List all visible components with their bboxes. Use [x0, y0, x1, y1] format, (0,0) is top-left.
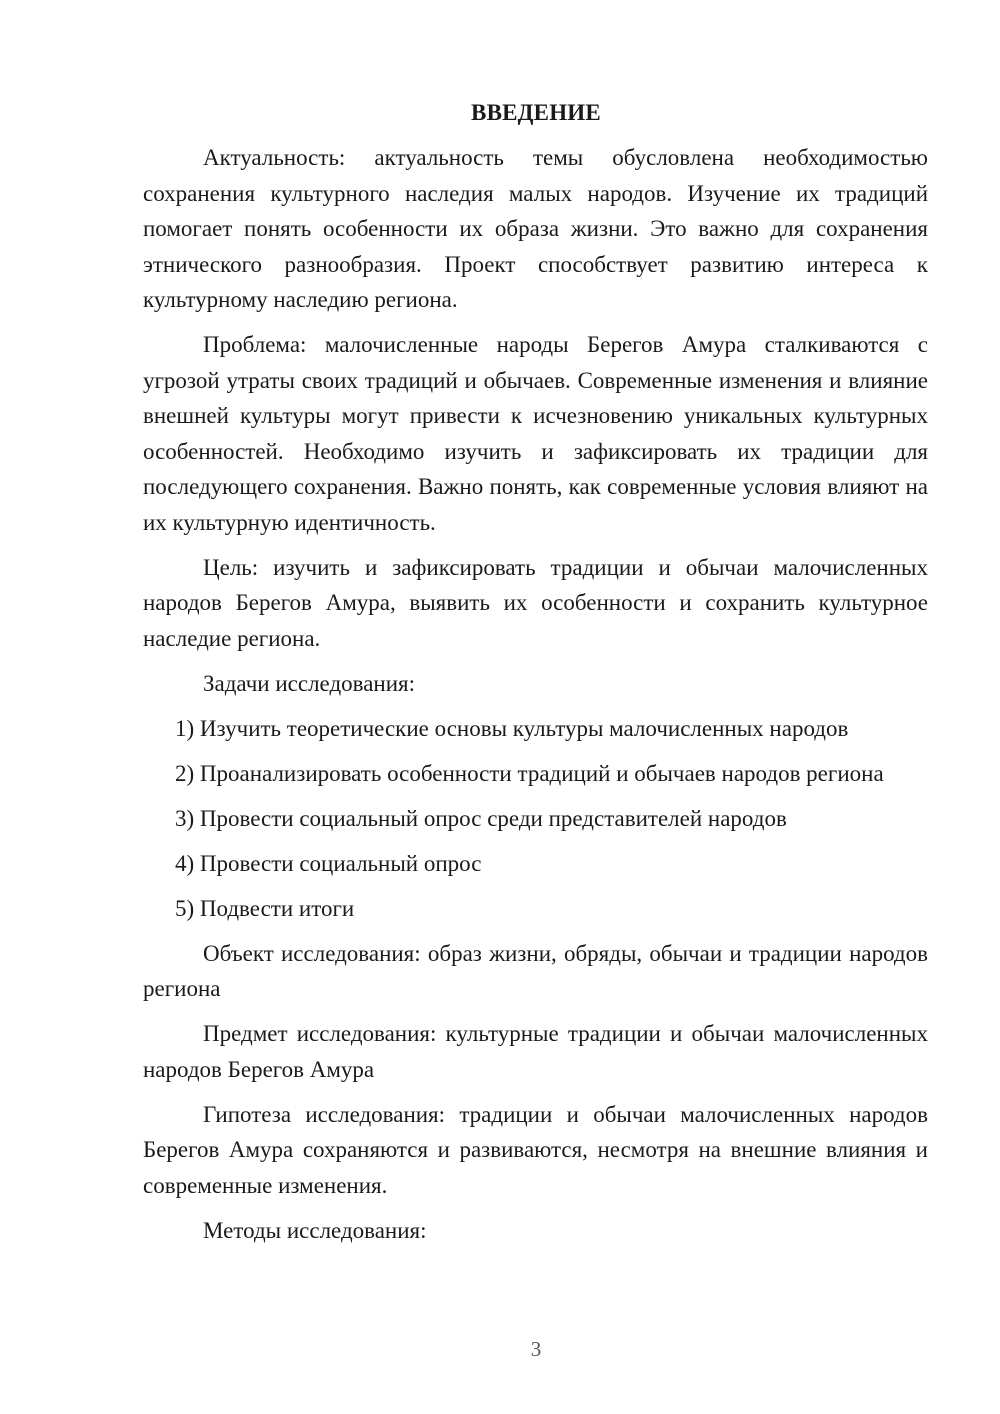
paragraph-relevance: Актуальность: актуальность темы обусловлена необходимостью сохранения культурного наследия малых народов. Изучение их традиций помогает понять особенности их образа жизни. Это важно для сохранения этнического разнообразия. Проект способствует развитию интереса к культурному наследию региона.	[143, 145, 928, 312]
tasks-heading: Задачи исследования:	[203, 670, 416, 696]
paragraph-problem: Проблема: малочисленные народы Берегов Амура сталкиваются с угрозой утраты своих традиций и обычаев. Современные изменения и влияние внешней культуры могут привести к исчезновению уникальных культурных особенностей. Необходимо изучить и зафиксировать их традиции для последующего сохранения. Важно понять, как современные условия влияют на их культурную идентичность.	[143, 332, 928, 535]
task-item-3: 3) Провести социальный опрос среди представителей народов	[175, 805, 787, 831]
tasks-list	[143, 711, 928, 927]
task-item-2: 2) Проанализировать особенности традиций и обычаев народов региона	[175, 760, 884, 786]
methods-heading: Методы исследования:	[203, 1217, 427, 1243]
paragraph-object: Объект исследования: образ жизни, обряды, обычаи и традиции народов региона	[143, 940, 928, 1001]
page-title: ВВЕДЕНИЕ	[471, 100, 601, 125]
paragraph-hypothesis: Гипотеза исследования: традиции и обычаи малочисленных народов Берегов Амура сохраняются и развиваются, несмотря на внешние влияния и современные изменения.	[143, 1101, 928, 1198]
page-number: 3	[530, 1337, 542, 1361]
task-item-5: 5) Подвести итоги	[175, 895, 355, 921]
document-body	[143, 140, 928, 1258]
task-item-4: 4) Провести социальный опрос	[175, 850, 482, 876]
paragraph-subject: Предмет исследования: культурные традиции и обычаи малочисленных народов Берегов Амура	[143, 1021, 928, 1082]
task-item-1: 1) Изучить теоретические основы культуры малочисленных народов	[175, 715, 849, 741]
paragraph-goal: Цель: изучить и зафиксировать традиции и обычаи малочисленных народов Берегов Амура, выявить их особенности и сохранить культурное наследие региона.	[143, 554, 928, 651]
